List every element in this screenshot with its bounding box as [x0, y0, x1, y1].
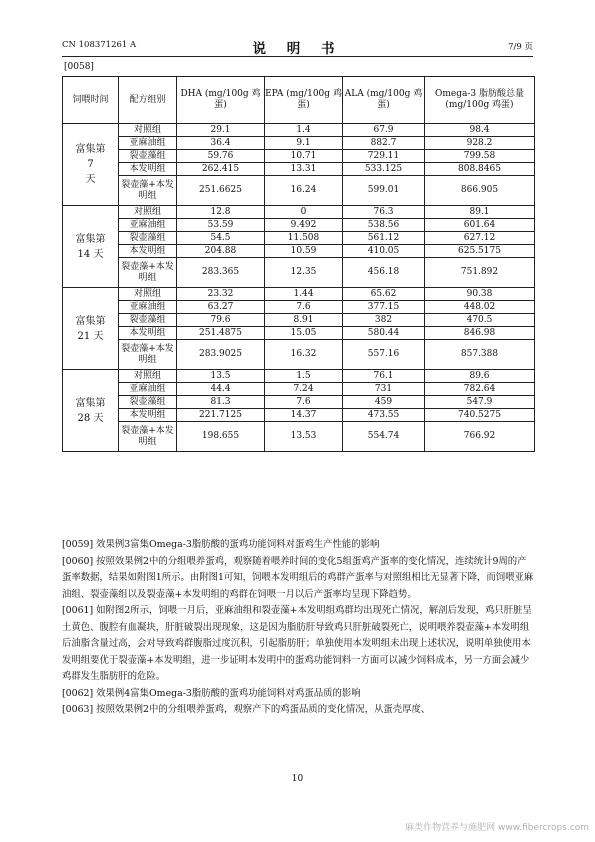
time-label: 富集第 — [75, 315, 106, 327]
group-cell: 裂壶藻+本发明组 — [119, 422, 177, 452]
paragraph: [0061] 如附图2所示，饲喂一月后，亚麻油组和裂壶藻+本发明组鸡群均出现死亡情况，解剖后发现，鸡只肝脏呈土黄色、腹腔有血凝块，肝脏破裂出现现象，这是因为脂肪肝导致鸡只肝脏破裂死亡，说明喂养裂壶藻+本发明组后油脂含量过高，会对导致鸡群腹脂过度沉积，引起脂肪肝；单独使用本发明组未出现上述状况，说明单独使用本发明组要优于裂壶藻+本发明组，进一步证明本发明中的蛋鸡功能饲料一方面可以减少饲料成本，另一方面会减少鸡群发生脂肪肝的危险。 — [62, 605, 532, 682]
value-cell: 799.58 — [425, 150, 535, 163]
value-cell: 456.18 — [343, 258, 425, 288]
value-cell: 81.3 — [177, 396, 265, 409]
page-counter: 7/9 页 — [508, 42, 533, 52]
value-cell: 1.4 — [265, 124, 343, 137]
value-cell: 221.7125 — [177, 409, 265, 422]
table-row — [63, 383, 535, 396]
time-cell — [63, 370, 119, 452]
table-row — [63, 288, 535, 301]
value-cell: 580.44 — [343, 327, 425, 340]
value-cell: 12.8 — [177, 206, 265, 219]
group-cell: 裂壶藻+本发明组 — [119, 340, 177, 370]
table-row — [63, 301, 535, 314]
value-cell: 44.4 — [177, 383, 265, 396]
value-cell: 36.4 — [177, 137, 265, 150]
group-cell: 裂壶藻组 — [119, 396, 177, 409]
value-cell: 9.1 — [265, 137, 343, 150]
value-cell: 7.24 — [265, 383, 343, 396]
value-cell: 554.74 — [343, 422, 425, 452]
value-cell: 731 — [343, 383, 425, 396]
page-header — [62, 38, 533, 56]
value-cell: 79.6 — [177, 314, 265, 327]
table-row — [63, 137, 535, 150]
value-cell: 10.59 — [265, 245, 343, 258]
col-header: EPA (mg/100g 鸡蛋) — [265, 77, 343, 124]
value-cell: 198.655 — [177, 422, 265, 452]
value-cell: 459 — [343, 396, 425, 409]
value-cell: 1.44 — [265, 288, 343, 301]
body-text — [62, 537, 534, 719]
group-cell: 裂壶藻组 — [119, 314, 177, 327]
table-row — [63, 314, 535, 327]
value-cell: 846.98 — [425, 327, 535, 340]
document-title: 说 明 书 — [252, 41, 343, 57]
group-cell: 本发明组 — [119, 245, 177, 258]
value-cell: 204.88 — [177, 245, 265, 258]
table-row — [63, 176, 535, 206]
paragraph: [0060] 按照效果例2中的分组喂养蛋鸡，观察随着喂养时间的变化5组蛋鸡产蛋率的变化情况，连续统计9周的产蛋率数据，结果如附图1所示。由附图1可知，饲喂本发明组后的鸡群产蛋率与对照组相比无显著下降，而饲喂亚麻油组、裂壶藻组以及裂壶藻+本发明组的鸡群在饲喂一月以后产蛋率均呈现下降趋势。 — [62, 555, 534, 600]
table-row — [63, 219, 535, 232]
value-cell: 7.6 — [265, 301, 343, 314]
value-cell: 729.11 — [343, 150, 425, 163]
value-cell: 65.62 — [343, 288, 425, 301]
value-cell: 473.55 — [343, 409, 425, 422]
watermark: 麻类作物营养与施肥网 www.fibercrops.com — [405, 823, 589, 833]
time-label: 富集第 — [75, 397, 106, 409]
value-cell: 782.64 — [425, 383, 535, 396]
time-label: 富集第 — [75, 144, 106, 155]
table-row — [63, 245, 535, 258]
table-row — [63, 150, 535, 163]
value-cell: 251.4875 — [177, 327, 265, 340]
time-label: 天 — [85, 174, 96, 185]
group-cell: 对照组 — [119, 370, 177, 383]
value-cell: 63.27 — [177, 301, 265, 314]
table-row — [63, 232, 535, 245]
value-cell: 13.31 — [265, 163, 343, 176]
group-cell: 亚麻油组 — [119, 301, 177, 314]
table-row — [63, 124, 535, 137]
paragraph: [0062] 效果例4富集Omega-3脂肪酸的蛋鸡功能饲料对鸡蛋品质的影响 — [62, 687, 361, 699]
value-cell: 15.05 — [265, 327, 343, 340]
time-label: 21 天 — [77, 330, 104, 342]
group-cell: 裂壶藻+本发明组 — [119, 258, 177, 288]
value-cell: 14.37 — [265, 409, 343, 422]
group-cell: 亚麻油组 — [119, 219, 177, 232]
col-header: DHA (mg/100g 鸡蛋) — [177, 77, 265, 124]
table-row — [63, 370, 535, 383]
table-row — [63, 163, 535, 176]
value-cell: 12.35 — [265, 258, 343, 288]
time-cell — [63, 124, 119, 206]
value-cell: 1.5 — [265, 370, 343, 383]
value-cell: 7.6 — [265, 396, 343, 409]
time-cell — [63, 206, 119, 288]
value-cell: 751.892 — [425, 258, 535, 288]
group-cell: 对照组 — [119, 124, 177, 137]
group-cell: 本发明组 — [119, 163, 177, 176]
value-cell: 0 — [265, 206, 343, 219]
value-cell: 627.12 — [425, 232, 535, 245]
group-cell: 裂壶藻组 — [119, 232, 177, 245]
value-cell: 9.492 — [265, 219, 343, 232]
value-cell: 10.71 — [265, 150, 343, 163]
table-row — [63, 409, 535, 422]
value-cell: 16.32 — [265, 340, 343, 370]
table-row — [63, 206, 535, 219]
value-cell: 599.01 — [343, 176, 425, 206]
value-cell: 262.415 — [177, 163, 265, 176]
value-cell: 377.15 — [343, 301, 425, 314]
value-cell: 90.38 — [425, 288, 535, 301]
group-cell: 亚麻油组 — [119, 383, 177, 396]
page-number: 10 — [291, 774, 304, 784]
value-cell: 89.6 — [425, 370, 535, 383]
table-row — [63, 327, 535, 340]
value-cell: 808.8465 — [425, 163, 535, 176]
table-row — [63, 396, 535, 409]
paragraph: [0063] 按照效果例2中的分组喂养蛋鸡，观察产下的鸡蛋品质的变化情况，从蛋壳厚度、 — [62, 704, 431, 715]
value-cell: 410.05 — [343, 245, 425, 258]
col-header: Omega-3 脂肪酸总量 (mg/100g 鸡蛋) — [425, 77, 535, 124]
value-cell: 13.53 — [265, 422, 343, 452]
value-cell: 16.24 — [265, 176, 343, 206]
value-cell: 76.3 — [343, 206, 425, 219]
fatty-acid-table — [62, 76, 535, 452]
value-cell: 29.1 — [177, 124, 265, 137]
value-cell: 470.5 — [425, 314, 535, 327]
value-cell: 857.388 — [425, 340, 535, 370]
time-label: 7 — [87, 159, 94, 170]
value-cell: 54.5 — [177, 232, 265, 245]
table-row — [63, 258, 535, 288]
value-cell: 601.64 — [425, 219, 535, 232]
group-cell: 本发明组 — [119, 327, 177, 340]
group-cell: 裂壶藻+本发明组 — [119, 176, 177, 206]
time-label: 富集第 — [75, 233, 106, 245]
group-cell: 对照组 — [119, 288, 177, 301]
value-cell: 557.16 — [343, 340, 425, 370]
table-row — [63, 422, 535, 452]
paragraph-number: [0058] — [64, 62, 94, 72]
value-cell: 740.5275 — [425, 409, 535, 422]
group-cell: 裂壶藻组 — [119, 150, 177, 163]
table-row — [63, 340, 535, 370]
time-label: 28 天 — [77, 412, 104, 424]
value-cell: 538.56 — [343, 219, 425, 232]
value-cell: 766.92 — [425, 422, 535, 452]
patent-number: CN 108371261 A — [62, 40, 137, 50]
value-cell: 448.02 — [425, 301, 535, 314]
value-cell: 11.508 — [265, 232, 343, 245]
value-cell: 561.12 — [343, 232, 425, 245]
value-cell: 67.9 — [343, 124, 425, 137]
value-cell: 251.6625 — [177, 176, 265, 206]
value-cell: 23.32 — [177, 288, 265, 301]
group-cell: 亚麻油组 — [119, 137, 177, 150]
value-cell: 625.5175 — [425, 245, 535, 258]
value-cell: 382 — [343, 314, 425, 327]
header-rule — [62, 56, 533, 57]
group-cell: 本发明组 — [119, 409, 177, 422]
value-cell: 8.91 — [265, 314, 343, 327]
value-cell: 533.125 — [343, 163, 425, 176]
value-cell: 98.4 — [425, 124, 535, 137]
value-cell: 882.7 — [343, 137, 425, 150]
value-cell: 76.1 — [343, 370, 425, 383]
value-cell: 866.905 — [425, 176, 535, 206]
col-header: 饲喂时间 — [63, 77, 119, 124]
time-cell — [63, 288, 119, 370]
value-cell: 547.9 — [425, 396, 535, 409]
value-cell: 283.9025 — [177, 340, 265, 370]
paragraph: [0059] 效果例3富集Omega-3脂肪酸的蛋鸡功能饲料对蛋鸡生产性能的影响 — [62, 539, 380, 550]
group-cell: 对照组 — [119, 206, 177, 219]
col-header: 配方组别 — [119, 77, 177, 124]
time-label: 14 天 — [77, 248, 104, 260]
table-header-row — [63, 77, 535, 124]
value-cell: 283.365 — [177, 258, 265, 288]
value-cell: 89.1 — [425, 206, 535, 219]
col-header: ALA (mg/100g 鸡蛋) — [343, 77, 425, 124]
value-cell: 59.76 — [177, 150, 265, 163]
value-cell: 928.2 — [425, 137, 535, 150]
value-cell: 13.5 — [177, 370, 265, 383]
value-cell: 53.59 — [177, 219, 265, 232]
